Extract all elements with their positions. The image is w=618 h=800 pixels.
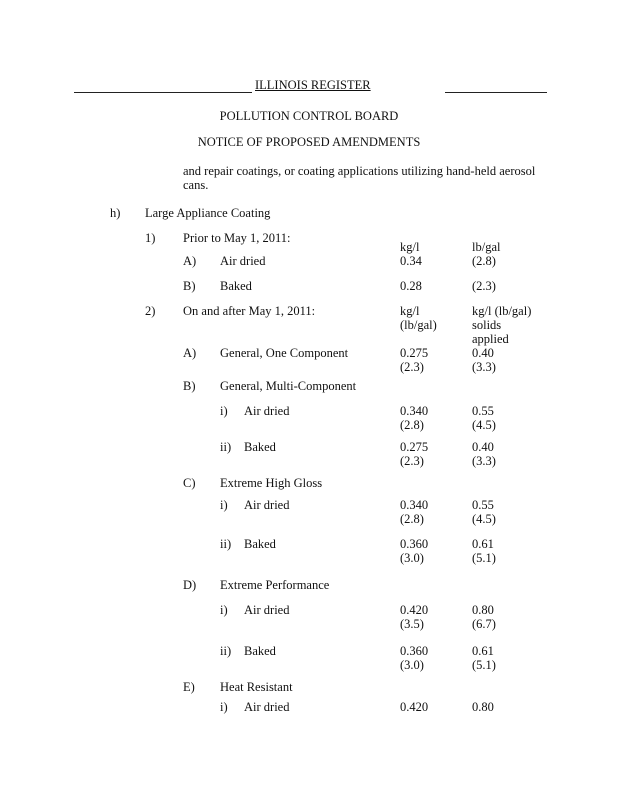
part2-c-i-v2: 0.55 xyxy=(472,498,494,512)
part1-col1-header: kg/l xyxy=(400,240,420,254)
part2-d-i-v1: 0.420 xyxy=(400,603,429,617)
part2-c-ii-name: Baked xyxy=(244,537,276,551)
part1-row-b-name: Baked xyxy=(220,279,252,293)
continuation-line-2: cans. xyxy=(183,178,209,192)
part1-row-a-v2: (2.8) xyxy=(472,254,496,268)
part2-col2-header: kg/l (lb/gal) xyxy=(472,304,532,318)
part2-b-i-v1b: (2.8) xyxy=(400,418,424,432)
part2-b-ii-name: Baked xyxy=(244,440,276,454)
part1-row-b-label: B) xyxy=(183,279,196,293)
part2-c-i-label: i) xyxy=(220,498,228,512)
part2-c-label: C) xyxy=(183,476,196,490)
part1-row-b-v1: 0.28 xyxy=(400,279,422,293)
part2-b-i-v1: 0.340 xyxy=(400,404,429,418)
part2-c-ii-v1b: (3.0) xyxy=(400,551,424,565)
part2-a-v1: 0.275 xyxy=(400,346,429,360)
part2-c-name: Extreme High Gloss xyxy=(220,476,323,490)
section-label: h) xyxy=(110,206,121,220)
part2-b-i-name: Air dried xyxy=(244,404,290,418)
part2-d-i-v2: 0.80 xyxy=(472,603,494,617)
header-rule-right xyxy=(445,92,547,93)
part1-row-a-v1: 0.34 xyxy=(400,254,422,268)
part2-d-ii-name: Baked xyxy=(244,644,276,658)
part2-col1-subheader: (lb/gal) xyxy=(400,318,437,332)
part2-d-i-name: Air dried xyxy=(244,603,290,617)
part2-b-i-v2: 0.55 xyxy=(472,404,494,418)
part2-b-ii-v1b: (2.3) xyxy=(400,454,424,468)
part2-c-ii-v2b: (5.1) xyxy=(472,551,496,565)
agency-title: POLLUTION CONTROL BOARD xyxy=(219,109,399,123)
part1-title: Prior to May 1, 2011: xyxy=(183,231,291,245)
part2-d-i-v1b: (3.5) xyxy=(400,617,424,631)
header-rule-left xyxy=(74,92,252,93)
part2-c-i-v1b: (2.8) xyxy=(400,512,424,526)
part2-a-v1b: (2.3) xyxy=(400,360,424,374)
continuation-line-1: and repair coatings, or coating applications utilizing hand-held aerosol xyxy=(183,164,536,178)
notice-title: NOTICE OF PROPOSED AMENDMENTS xyxy=(197,135,421,149)
part2-a-v2: 0.40 xyxy=(472,346,494,360)
part2-d-ii-v2b: (5.1) xyxy=(472,658,496,672)
part2-e-i-name: Air dried xyxy=(244,700,290,714)
part2-col1-header: kg/l xyxy=(400,304,420,318)
part2-d-name: Extreme Performance xyxy=(220,578,330,592)
part2-c-i-v1: 0.340 xyxy=(400,498,429,512)
register-title: ILLINOIS REGISTER xyxy=(255,78,371,92)
part2-c-i-name: Air dried xyxy=(244,498,290,512)
part2-b-i-label: i) xyxy=(220,404,228,418)
part2-b-ii-v2b: (3.3) xyxy=(472,454,496,468)
part1-row-a-label: A) xyxy=(183,254,197,268)
part2-c-ii-v2: 0.61 xyxy=(472,537,494,551)
part2-e-i-label: i) xyxy=(220,700,228,714)
part2-d-ii-v1b: (3.0) xyxy=(400,658,424,672)
part2-b-ii-v2: 0.40 xyxy=(472,440,494,454)
part2-a-label: A) xyxy=(183,346,197,360)
part2-b-ii-v1: 0.275 xyxy=(400,440,429,454)
part2-b-i-v2b: (4.5) xyxy=(472,418,496,432)
part2-e-name: Heat Resistant xyxy=(220,680,293,694)
part2-d-ii-label: ii) xyxy=(220,644,232,658)
part2-c-ii-v1: 0.360 xyxy=(400,537,429,551)
part2-label: 2) xyxy=(145,304,156,318)
part2-b-label: B) xyxy=(183,379,196,393)
part1-row-b-v2: (2.3) xyxy=(472,279,496,293)
part2-b-ii-label: ii) xyxy=(220,440,232,454)
section-title: Large Appliance Coating xyxy=(145,206,271,220)
part2-e-label: E) xyxy=(183,680,195,694)
part2-col2-subheader-2: applied xyxy=(472,332,509,346)
part2-a-name: General, One Component xyxy=(220,346,349,360)
part2-c-ii-label: ii) xyxy=(220,537,232,551)
part2-title: On and after May 1, 2011: xyxy=(183,304,316,318)
part2-a-v2b: (3.3) xyxy=(472,360,496,374)
part2-d-ii-v1: 0.360 xyxy=(400,644,429,658)
part2-d-i-v2b: (6.7) xyxy=(472,617,496,631)
part1-row-a-name: Air dried xyxy=(220,254,266,268)
part2-c-i-v2b: (4.5) xyxy=(472,512,496,526)
part1-label: 1) xyxy=(145,231,156,245)
part2-e-i-v1: 0.420 xyxy=(400,700,429,714)
part2-e-i-v2: 0.80 xyxy=(472,700,494,714)
part1-col2-header: lb/gal xyxy=(472,240,501,254)
part2-d-label: D) xyxy=(183,578,197,592)
part2-d-i-label: i) xyxy=(220,603,228,617)
part2-col2-subheader: solids xyxy=(472,318,502,332)
part2-d-ii-v2: 0.61 xyxy=(472,644,494,658)
part2-b-name: General, Multi-Component xyxy=(220,379,357,393)
